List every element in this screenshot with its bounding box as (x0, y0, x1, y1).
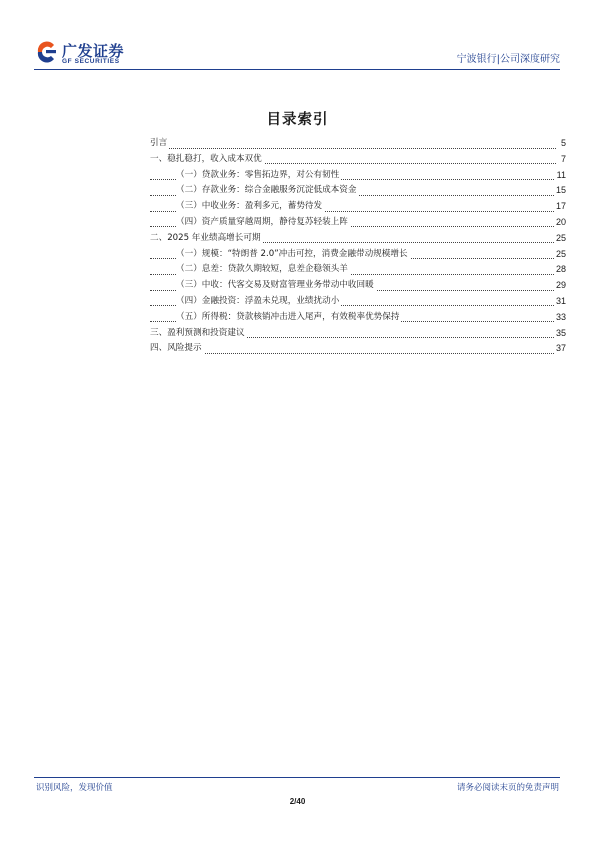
toc-entry-label: 四、风险提示 (150, 341, 204, 357)
toc-entry-label: （四）资产质量穿越周期，静待复苏轻装上阵 (176, 215, 350, 231)
company-logo (34, 38, 174, 68)
toc-entry-label: （一）贷款业务：零售拓边界，对公有韧性 (176, 168, 341, 184)
gf-logo-icon (34, 40, 60, 64)
table-of-contents (150, 136, 566, 357)
toc-entry-label: 一、稳扎稳打，收入成本双优 (150, 152, 264, 168)
toc-entry-page: 29 (554, 278, 566, 294)
toc-entry-label: 二、2025 年业绩高增长可期 (150, 231, 263, 247)
toc-entry-page: 33 (554, 310, 566, 326)
toc-entry-label: （四）金融投资：浮盈未兑现，业绩扰动小 (176, 294, 341, 310)
toc-entry-page: 11 (555, 168, 566, 184)
footer-divider (34, 777, 560, 778)
footer-disclaimer-note: 请务必阅读末页的免责声明 (456, 783, 559, 793)
toc-entry[interactable] (150, 278, 566, 294)
toc-entry-page: 7 (559, 152, 566, 168)
toc-entry-page: 5 (559, 136, 566, 152)
toc-entry-page: 28 (554, 262, 566, 278)
toc-entry-page: 37 (554, 341, 566, 357)
toc-entry-label: （五）所得税：贷款核销冲击进入尾声，有效税率优势保持 (176, 310, 401, 326)
toc-entry[interactable] (150, 294, 566, 310)
toc-entry-label: （三）中收：代客交易及财富管理业务带动中收回暖 (176, 278, 376, 294)
toc-entry[interactable] (150, 168, 566, 184)
toc-entry-page: 15 (554, 183, 566, 199)
toc-entry[interactable] (150, 199, 566, 215)
toc-entry-label: （一）规模：“特朗普 2.0”冲击可控，消费金融带动规模增长 (176, 247, 410, 263)
toc-entry[interactable] (150, 326, 566, 342)
toc-entry[interactable] (150, 152, 566, 168)
report-category: 宁波银行|公司深度研究 (456, 54, 560, 65)
toc-entry[interactable] (150, 183, 566, 199)
toc-entry-label: （二）存款业务：综合金融服务沉淀低成本资金 (176, 183, 358, 199)
toc-entry-page: 20 (554, 215, 566, 231)
toc-entry-page: 31 (554, 294, 566, 310)
toc-leader-dots (150, 148, 556, 149)
toc-title: 目录索引 (266, 111, 329, 128)
logo-text-cn: 广发证券 (62, 42, 125, 60)
toc-entry[interactable] (150, 341, 566, 357)
toc-entry-page: 17 (554, 199, 566, 215)
footer-slogan: 识别风险，发现价值 (36, 783, 113, 793)
toc-entry[interactable] (150, 247, 566, 263)
logo-text-en: GF SECURITIES (62, 58, 120, 65)
toc-entry-page: 25 (554, 247, 566, 263)
toc-entry-label: （二）息差：贷款久期较短，息差企稳领头羊 (176, 262, 350, 278)
toc-entry-page: 35 (554, 326, 566, 342)
page-number: 2/40 (289, 797, 306, 806)
toc-entry[interactable] (150, 231, 566, 247)
toc-entry-label: 三、盈利预测和投资建议 (150, 326, 247, 342)
toc-leader-dots (150, 353, 556, 354)
page-header (34, 38, 560, 68)
toc-entry[interactable] (150, 215, 566, 231)
toc-entry[interactable] (150, 262, 566, 278)
toc-entry-label: 引言 (150, 136, 169, 152)
toc-entry-label: （三）中收业务：盈利多元，蓄势待发 (176, 199, 324, 215)
toc-entry[interactable] (150, 310, 566, 326)
toc-entry[interactable] (150, 136, 566, 152)
toc-entry-page: 25 (554, 231, 566, 247)
header-divider (34, 69, 560, 70)
